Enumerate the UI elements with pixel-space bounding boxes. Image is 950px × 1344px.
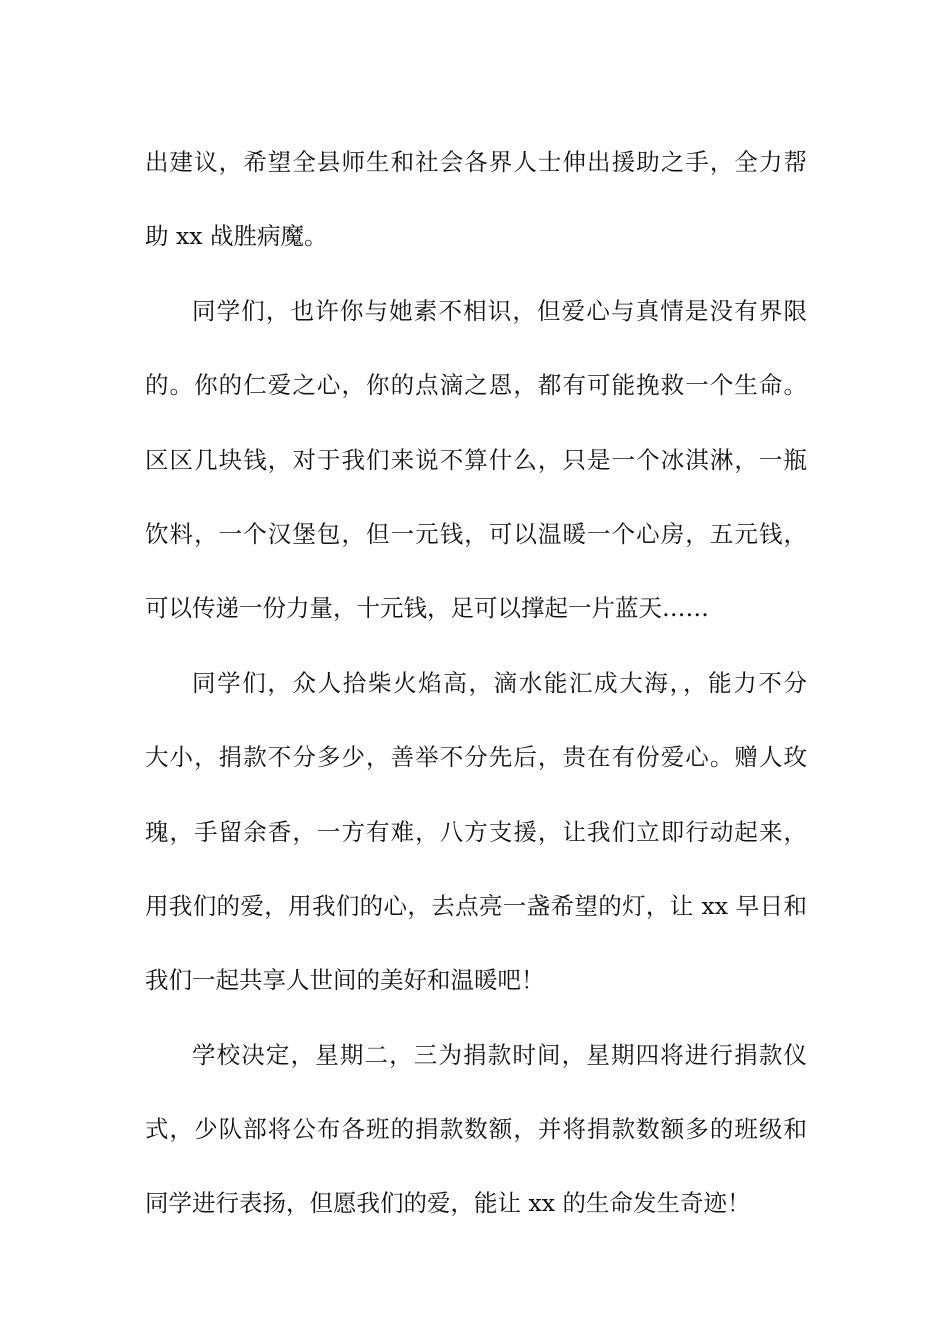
document-body xyxy=(145,125,807,1241)
paragraph-first-line: 学校决定，星期二，三为捐款时间，星期四将进行捐款仪 xyxy=(192,1040,807,1069)
text-line: 同学进行表扬，但愿我们的爱，能让 xx 的生命发生奇迹！ xyxy=(145,1189,751,1218)
paragraph-first-line: 同学们，也许你与她素不相识，但爱心与真情是没有界限 xyxy=(192,296,807,325)
text-line: 出建议，希望全县师生和社会各界人士伸出援助之手，全力帮 xyxy=(145,148,807,176)
text-line: 区区几块钱，对于我们来说不算什么，只是一个冰淇淋，一瓶 xyxy=(145,445,807,474)
text-line: 饮料，一个汉堡包，但一元钱，可以温暖一个心房，五元钱， xyxy=(145,519,807,548)
text-line: 的。你的仁爱之心，你的点滴之恩，都有可能挽救一个生命。 xyxy=(145,371,807,400)
paragraph-first-line: 同学们，众人拾柴火焰高，滴水能汇成大海，，能力不分 xyxy=(192,668,807,697)
text-line: 助 xx 战胜病魔。 xyxy=(145,222,328,251)
text-line: 式，少队部将公布各班的捐款数额，并将捐款数额多的班级和 xyxy=(145,1115,807,1144)
text-line: 大小，捐款不分多少，善举不分先后，贵在有份爱心。赠人玫 xyxy=(145,743,807,772)
text-line: 用我们的爱，用我们的心，去点亮一盏希望的灯，让 xx 早日和 xyxy=(145,891,807,920)
text-line: 我们一起共享人世间的美好和温暖吧！ xyxy=(145,966,545,995)
text-line: 瑰，手留余香，一方有难，八方支援，让我们立即行动起来， xyxy=(145,817,807,846)
text-line: 可以传递一份力量，十元钱，足可以撑起一片蓝天…… xyxy=(145,594,709,623)
